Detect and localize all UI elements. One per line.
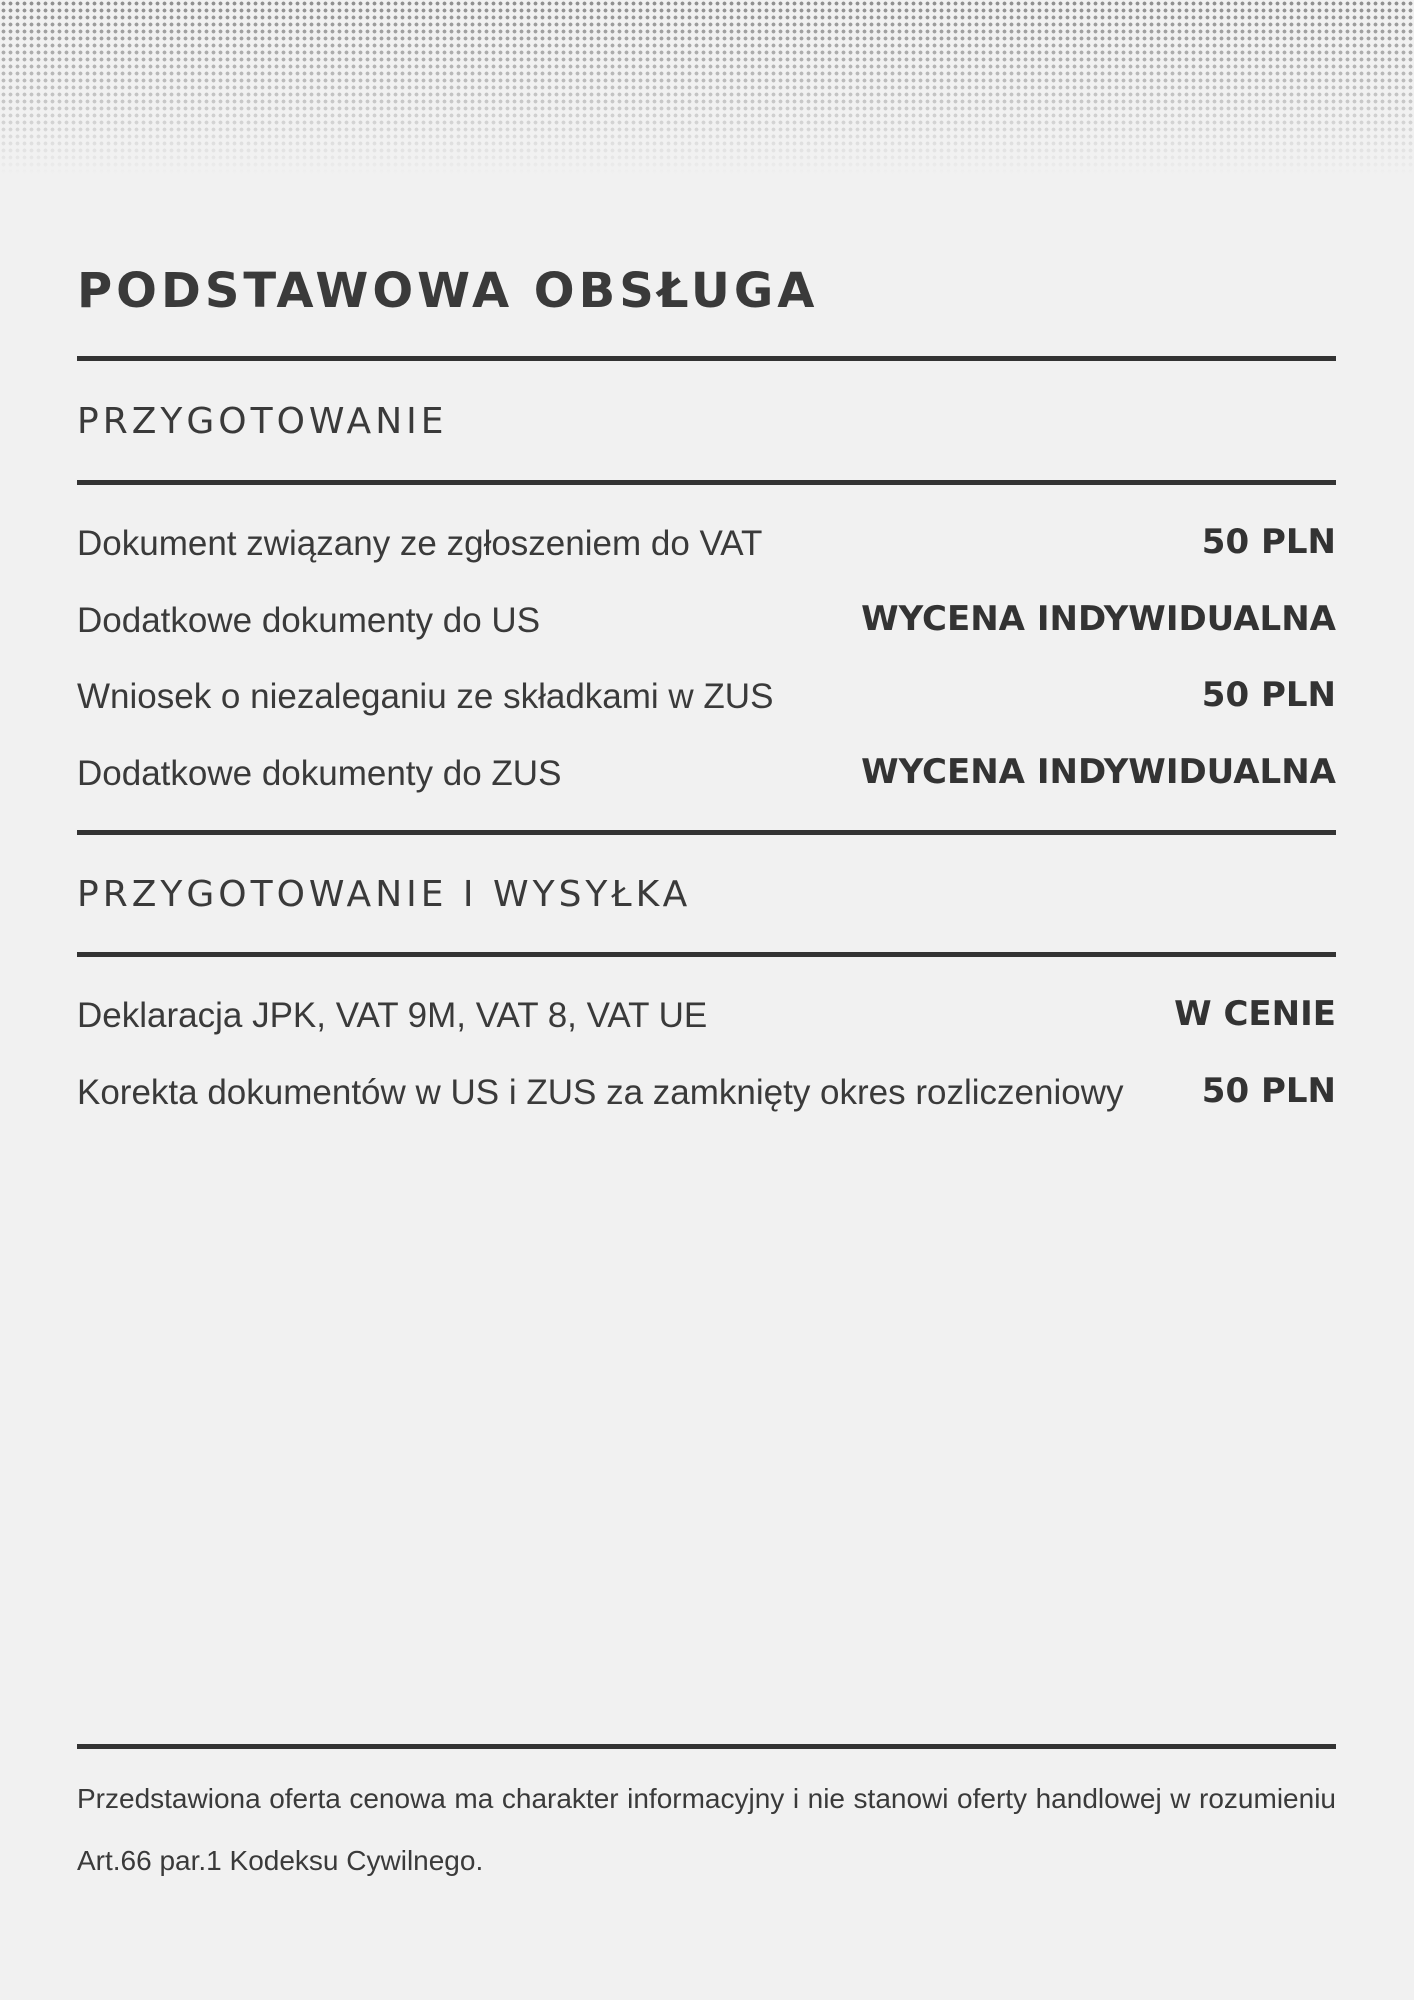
- section-divider: [77, 952, 1336, 957]
- price-row: [77, 991, 1336, 1041]
- service-price: W CENIE: [1174, 994, 1336, 1034]
- service-label: Dodatkowe dokumenty do US: [77, 601, 541, 640]
- service-label: Deklaracja JPK, VAT 9M, VAT 8, VAT UE: [77, 996, 708, 1035]
- service-price: 50 PLN: [1201, 1071, 1336, 1111]
- service-price: WYCENA INDYWIDUALNA: [861, 752, 1336, 792]
- service-price: 50 PLN: [1201, 675, 1336, 715]
- service-price: 50 PLN: [1201, 522, 1336, 562]
- halftone-pattern: [0, 0, 1414, 175]
- price-row: [77, 672, 1336, 722]
- section-divider: [77, 480, 1336, 485]
- section-heading-przygotowanie-i-wysylka: PRZYGOTOWANIE I WYSYŁKA: [77, 874, 692, 915]
- service-label: Dokument związany ze zgłoszeniem do VAT: [77, 524, 763, 563]
- service-label: Wniosek o niezaleganiu ze składkami w ZUS: [77, 677, 774, 716]
- price-row: [77, 519, 1336, 569]
- footer-divider: [77, 1744, 1336, 1749]
- service-label: Korekta dokumentów w US i ZUS za zamknięty okres rozliczeniowy: [77, 1073, 1124, 1112]
- page-title: PODSTAWOWA OBSŁUGA: [77, 263, 819, 319]
- section-heading-przygotowanie: PRZYGOTOWANIE: [77, 401, 448, 442]
- service-label: Dodatkowe dokumenty do ZUS: [77, 754, 562, 793]
- service-price: WYCENA INDYWIDUALNA: [861, 599, 1336, 639]
- price-row: [77, 1068, 1336, 1118]
- section-divider: [77, 830, 1336, 835]
- price-row: [77, 749, 1336, 799]
- legal-disclaimer: Przedstawiona oferta cenowa ma charakter informacyjny i nie stanowi oferty handlowej w rozumieniu Art.66 par.1 Kodeksu Cywilnego.: [77, 1783, 1336, 1876]
- title-divider: [77, 356, 1336, 361]
- price-row: [77, 596, 1336, 646]
